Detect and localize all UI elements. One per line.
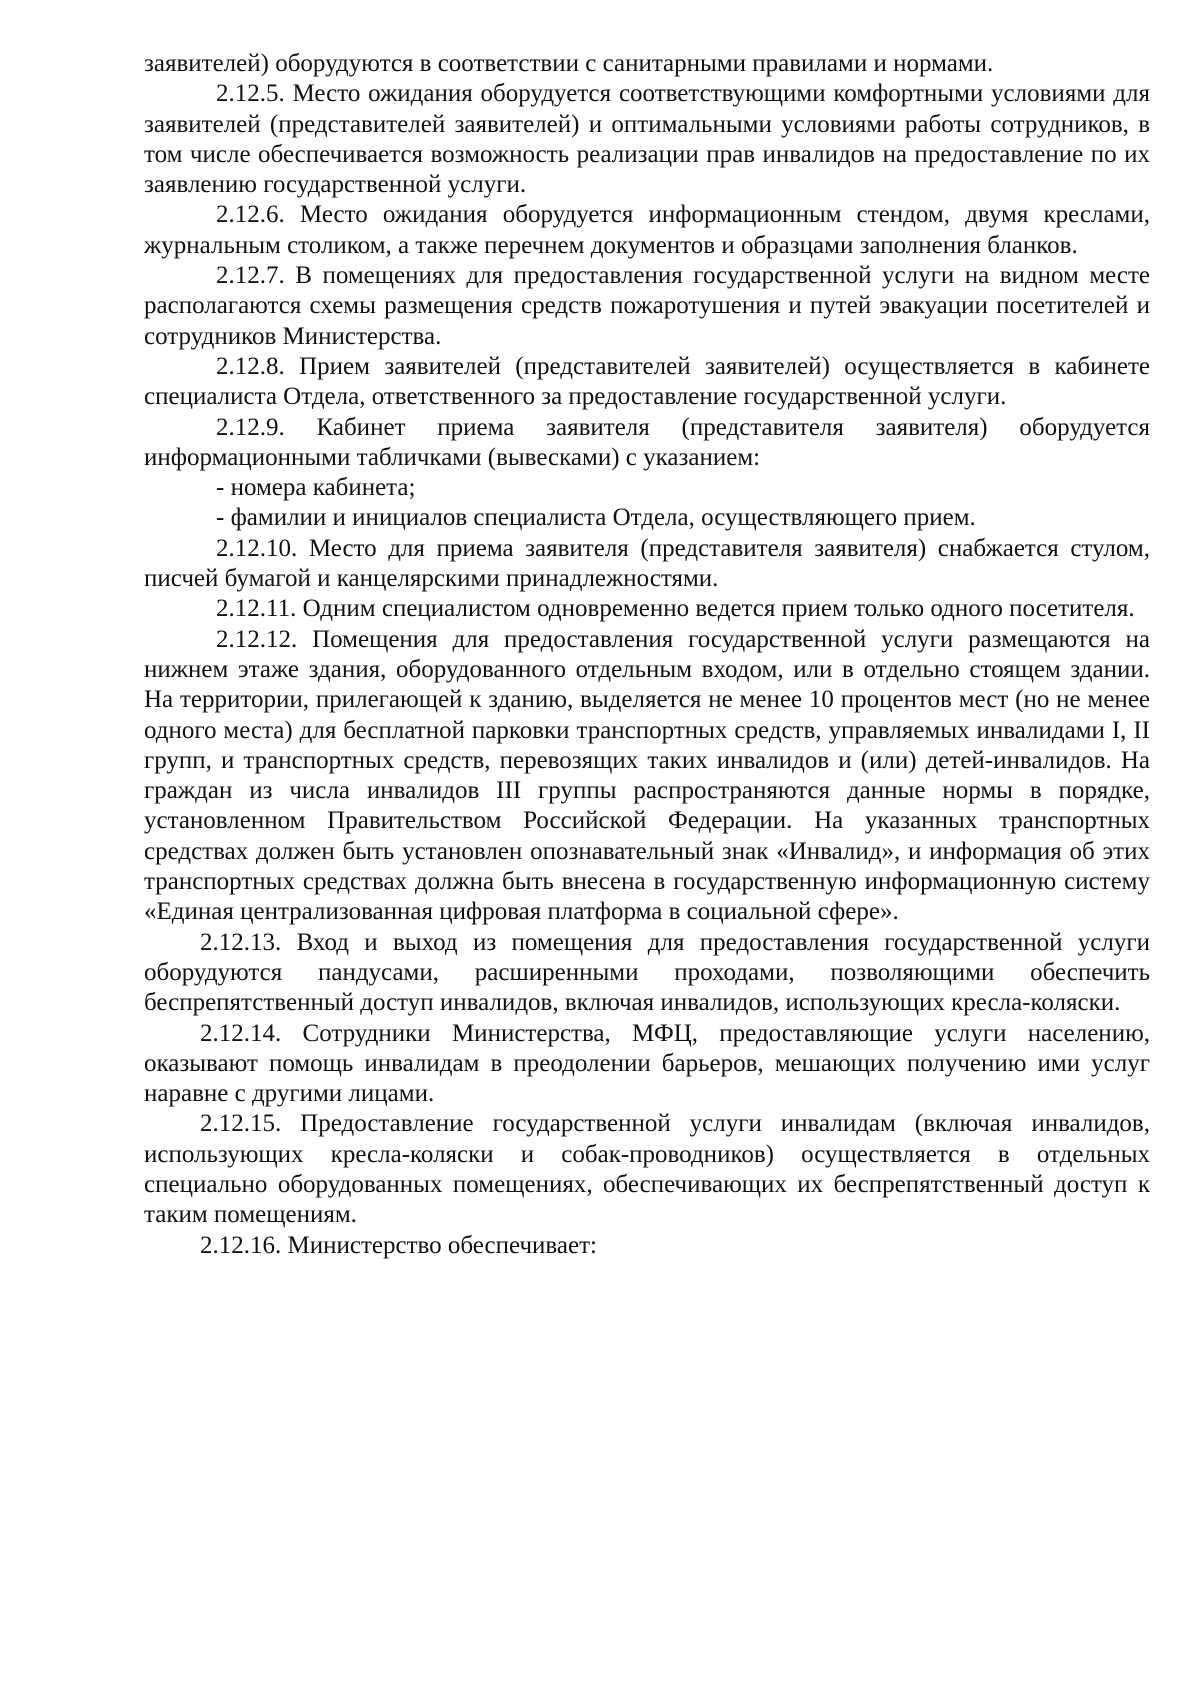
list-item-cabinet-number: - номера кабинета; bbox=[216, 474, 416, 502]
paragraph-2-12-8: 2.12.8. Прием заявителей (представителей заявителей) осуществляется в кабинете специалиста Отдела, ответственного за предоставление государственной услуги. bbox=[144, 352, 1150, 411]
paragraph-2-12-10: 2.12.10. Место для приема заявителя (представителя заявителя) снабжается стулом, писчей бумагой и канцелярскими принадлежностями. bbox=[144, 534, 1150, 593]
paragraph-2-12-12: 2.12.12. Помещения для предоставления государственной услуги размещаются на нижнем этаже здания, оборудованного отдельным входом, или в отдельно стоящем здании. На территории, прилегающей к зданию, выделяется не менее 10 процентов мест (но не менее одного места) для бесплатной парковки транспортных средств, управляемых инвалидами I, II групп, и транспортных средств, перевозящих таких инвалидов и (или) детей-инвалидов. На граждан из числа инвалидов III группы распространяются данные нормы в порядке, установленном Правительством Российской Федерации. На указанных транспортных средствах должен быть установлен опознавательный знак «Инвалид», и информация об этих транспортных средствах должна быть внесена в государственную информационную систему «Единая централизованная цифровая платформа в социальной сфере». bbox=[144, 625, 1150, 926]
paragraph-2-12-16: 2.12.16. Министерство обеспечивает: bbox=[200, 1231, 597, 1259]
document-page bbox=[144, 49, 1150, 1261]
paragraph-2-12-7: 2.12.7. В помещениях для предоставления государственной услуги на видном месте располагаются схемы размещения средств пожаротушения и путей эвакуации посетителей и сотрудников Министерства. bbox=[144, 262, 1150, 350]
paragraph-2-12-13: 2.12.13. Вход и выход из помещения для предоставления государственной услуги оборудуются пандусами, расширенными проходами, позволяющими обеспечить беспрепятственный доступ инвалидов, включая инвалидов, использующих кресла-коляски. bbox=[144, 928, 1150, 1017]
paragraph-continuation: заявителей) оборудуются в соответствии с санитарными правилами и нормами. bbox=[144, 50, 994, 77]
paragraph-2-12-6: 2.12.6. Место ожидания оборудуется информационным стендом, двумя креслами, журнальным столиком, а также перечнем документов и образцами заполнения бланков. bbox=[144, 201, 1150, 259]
paragraph-2-12-9: 2.12.9. Кабинет приема заявителя (представителя заявителя) оборудуется информационными табличками (вывесками) с указанием: bbox=[144, 413, 1150, 471]
paragraph-2-12-11: 2.12.11. Одним специалистом одновременно ведется прием только одного посетителя. bbox=[216, 595, 1135, 623]
list-item-specialist-name: - фамилии и инициалов специалиста Отдела, осуществляющего прием. bbox=[216, 504, 976, 532]
paragraph-2-12-5: 2.12.5. Место ожидания оборудуется соответствующими комфортными условиями для заявителей (представителей заявителей) и оптимальными условиями работы сотрудников, в том числе обеспечивается возможность реализации прав инвалидов на предоставление по их заявлению государственной услуги. bbox=[144, 80, 1150, 199]
paragraph-2-12-15: 2.12.15. Предоставление государственной услуги инвалидам (включая инвалидов, использующих кресла-коляски и собак-проводников) осуществляется в отдельных специально оборудованных помещениях, обеспечивающих их беспрепятственный доступ к таким помещениям. bbox=[144, 1110, 1150, 1229]
paragraph-2-12-14: 2.12.14. Сотрудники Министерства, МФЦ, предоставляющие услуги населению, оказывают помощь инвалидам в преодолении барьеров, мешающих получению ими услуг наравне с другими лицами. bbox=[144, 1019, 1150, 1108]
